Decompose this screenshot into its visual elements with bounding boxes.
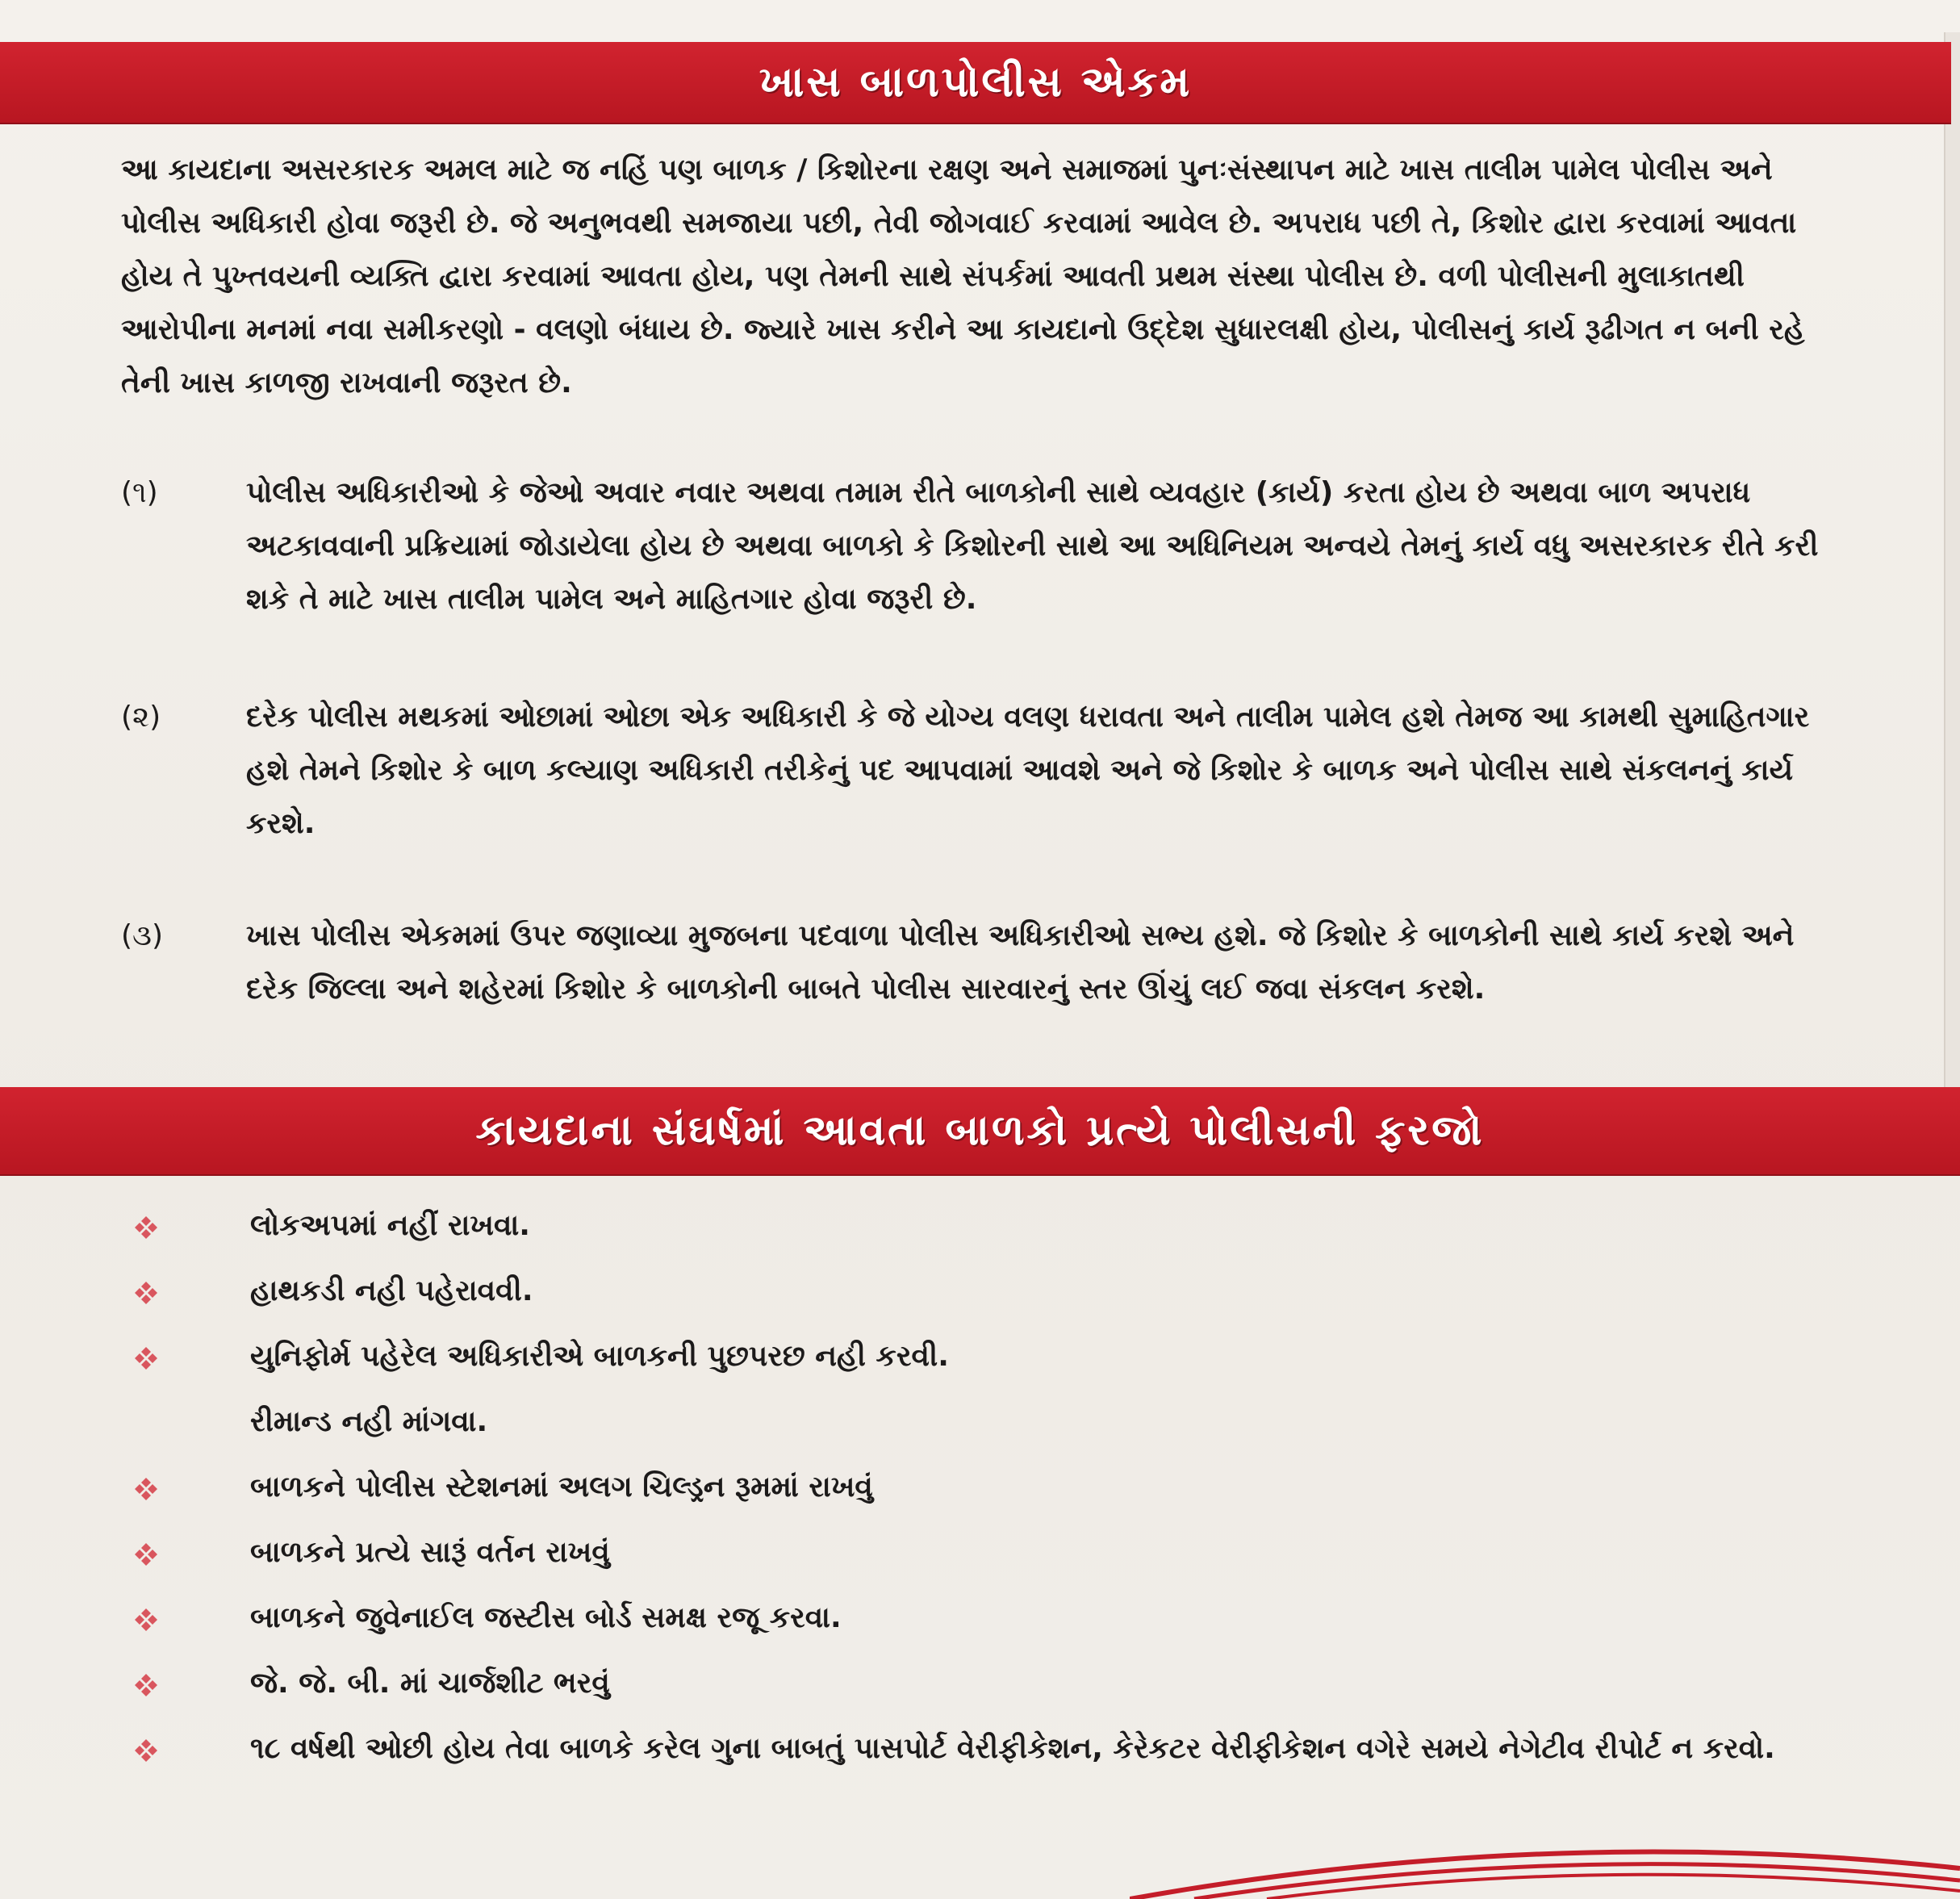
diamond-bullet-icon	[129, 1327, 250, 1383]
numbered-item	[121, 910, 1856, 1016]
numbered-item	[121, 466, 1856, 626]
section-banner	[0, 42, 1951, 123]
list-item	[129, 1261, 1872, 1327]
item-number: (૨)	[121, 701, 161, 734]
list-item	[129, 1196, 1872, 1261]
item-number: (૩)	[121, 919, 164, 952]
list-item	[129, 1588, 1872, 1654]
intro-paragraph: આ કાયદાના અસરકારક અમલ માટે જ નહિં પણ બાળક / કિશોરના રક્ષણ અને સમાજમાં પુનઃસંસ્થાપન માટે ખાસ તાલીમ પામેલ પોલીસ અને પોલીસ અધિકારી હોવા જરૂરી છે. જે અનુભવથી સમજાયા પછી, તેવી જોગવાઈ કરવામાં આવેલ છે. અપરાધ પછી તે, કિશોર દ્વારા કરવામાં આવતા હોય તે પુખ્તવયની વ્યક્તિ દ્વારા કરવામાં આવતા હોય, પણ તેમની સાથે સંપર્કમાં આવતી પ્રથમ સંસ્થા પોલીસ છે. વળી પોલીસની મુલાકાતથી આરોપીના મનમાં નવા સમીકરણો - વલણો બંધાય છે. જ્યારે ખાસ કરીને આ કાયદાનો ઉદ્દેશ સુધારલક્ષી હોય, પોલીસનું કાર્ય રૂઢીગત ન બની રહે તેની ખાસ કાળજી રાખવાની જરૂરત છે.	[121, 153, 1805, 399]
section-title: કાયદાના સંઘર્ષમાં આવતા બાળકો પ્રત્યે પોલીસની ફરજો	[475, 1106, 1485, 1155]
duty-text: ૧૮ વર્ષથી ઓછી હોય તેવા બાળકે કરેલ ગુના બાબતું પાસપોર્ટ વેરીફીકેશન, કેરેકટર વેરીફીકેશન વગેરે સમયે નેગેટીવ રીપોર્ટ ન કરવો.	[250, 1732, 1775, 1765]
duty-text: યુનિફોર્મ પહેરેલ અધિકારીએ બાળકની પુછપરછ નહી કરવી.	[250, 1340, 949, 1373]
diamond-bullet-icon	[129, 1588, 250, 1645]
list-item	[129, 1523, 1872, 1588]
item-text: ખાસ પોલીસ એકમમાં ઉપર જણાવ્યા મુજબના પદવાળા પોલીસ અધિકારીઓ સભ્ય હશે. જે કિશોર કે બાળકોની સાથે કાર્ય કરશે અને દરેક જિલ્લા અને શહેરમાં કિશોર કે બાળકોની બાબતે પોલીસ સારવારનું સ્તર ઊંચું લઈ જવા સંકલન કરશે.	[246, 919, 1795, 1006]
list-item	[129, 1327, 1872, 1392]
duty-text: બાળકને પોલીસ સ્ટેશનમાં અલગ ચિલ્ડ્રન રૂમમાં રાખવું	[250, 1470, 873, 1504]
section-title: ખાસ બાળપોલીસ એકમ	[759, 57, 1193, 107]
duty-text: હાથકડી નહી પહેરાવવી.	[250, 1274, 533, 1307]
diamond-bullet-icon	[129, 1196, 250, 1253]
duty-text: જે. જે. બી. માં ચાર્જશીટ ભરવું	[250, 1667, 610, 1700]
numbered-item	[121, 691, 1856, 851]
diamond-bullet-icon	[129, 1719, 250, 1776]
page-edge	[1944, 32, 1960, 1098]
decorative-swoosh	[1130, 1832, 1960, 1899]
list-item	[129, 1654, 1872, 1719]
item-text: પોલીસ અધિકારીઓ કે જેઓ અવાર નવાર અથવા તમામ રીતે બાળકોની સાથે વ્યવહાર (કાર્ય) કરતા હોય છે અથવા બાળ અપરાધ અટકાવવાની પ્રક્રિયામાં જોડાયેલા હોય છે અથવા બાળકો કે કિશોરની સાથે આ અધિનિયમ અન્વયે તેમનું કાર્ય વધુ અસરકારક રીતે કરી શકે તે માટે ખાસ તાલીમ પામેલ અને માહિતગાર હોવા જરૂરી છે.	[246, 476, 1819, 616]
diamond-bullet-icon	[129, 1458, 250, 1514]
list-item	[129, 1392, 1872, 1458]
duty-text: બાળકને પ્રત્યે સારૂં વર્તન રાખવું	[250, 1536, 610, 1569]
diamond-bullet-icon	[129, 1261, 250, 1318]
diamond-bullet-icon	[129, 1654, 250, 1710]
diamond-bullet-icon	[129, 1523, 250, 1579]
section-banner	[0, 1087, 1960, 1174]
duty-list	[129, 1196, 1872, 1784]
item-text: દરેક પોલીસ મથકમાં ઓછામાં ઓછા એક અધિકારી કે જે યોગ્ય વલણ ધરાવતા અને તાલીમ પામેલ હશે તેમજ આ કામથી સુમાહિતગાર હશે તેમને કિશોર કે બાળ કલ્યાણ અધિકારી તરીકેનું પદ આપવામાં આવશે અને જે કિશોર કે બાળક અને પોલીસ સાથે સંકલનનું કાર્ય કરશે.	[246, 701, 1810, 840]
list-item	[129, 1719, 1872, 1784]
duty-text: બાળકને જુવેનાઈલ જસ્ટીસ બોર્ડ સમક્ષ રજૂ કરવા.	[250, 1601, 842, 1634]
list-item	[129, 1458, 1872, 1523]
item-number: (૧)	[121, 476, 158, 509]
duty-text: રીમાન્ડ નહી માંગવા.	[250, 1405, 488, 1438]
duty-text: લોકઅપમાં નહીં રાખવા.	[250, 1209, 530, 1242]
